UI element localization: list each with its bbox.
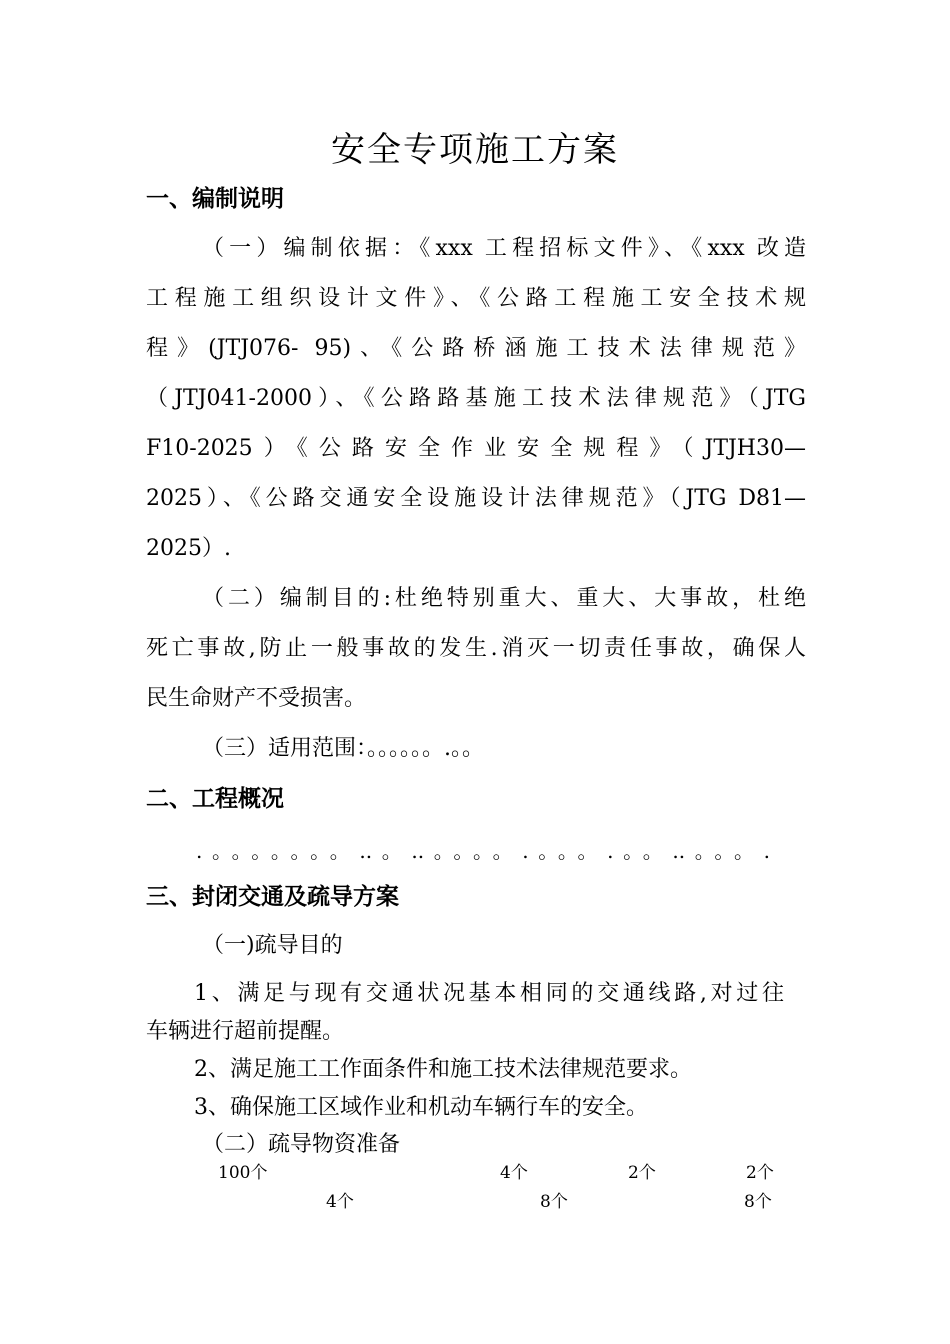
quantity-cell: 4个	[500, 1163, 528, 1183]
document-title: 安全专项施工方案	[331, 130, 619, 170]
purpose-line-2: 死亡事故,防止一般事故的发生.消灭一切责任事故，确保人	[146, 636, 806, 661]
section-heading-2: 二、工程概况	[146, 786, 284, 812]
subheading-purpose: （一)疏导目的	[202, 933, 343, 958]
section-heading-3: 三、封闭交通及疏导方案	[146, 884, 399, 910]
subheading-materials: （二）疏导物资准备	[202, 1132, 401, 1157]
quantity-cell: 4个	[326, 1192, 354, 1212]
item-1-line-1: 1、满足与现有交通状况基本相同的交通线路,对过往	[194, 981, 784, 1006]
item-1-line-2: 车辆进行超前提醒。	[146, 1019, 345, 1044]
scope-line: （三）适用范围：。。。。。。.。。	[202, 736, 484, 761]
quantity-cell: 2个	[628, 1163, 656, 1183]
quantity-cell: 2个	[746, 1163, 774, 1183]
basis-line-4: （JTJ041-2000）、《公路路基施工技术法律规范》（JTG	[146, 386, 806, 411]
basis-line-1: （一）编制依据：《xxx 工程招标文件》、《xxx 改造	[202, 236, 806, 261]
item-2: 2、满足施工工作面条件和施工技术法律规范要求。	[194, 1057, 692, 1082]
quantity-cell: 8个	[744, 1192, 772, 1212]
basis-line-5: F10-2025）《公路安全作业安全规程》（JTJH30—	[146, 436, 806, 461]
purpose-line-3: 民生命财产不受损害。	[146, 686, 367, 711]
project-overview-content: .。。。。。。。..。..。。。。.。。。.。。..。。。.	[196, 839, 770, 863]
quantity-cell: 100个	[218, 1163, 268, 1183]
item-3: 3、确保施工区域作业和机动车辆行车的安全。	[194, 1095, 648, 1120]
basis-line-7: 2025）.	[146, 536, 231, 561]
purpose-line-1: （二）编制目的:杜绝特别重大、重大、大事故，杜绝	[202, 586, 806, 611]
basis-line-3: 程》(JTJ076- 95)、《公路桥涵施工技术法律规范》	[146, 336, 806, 361]
basis-line-2: 工程施工组织设计文件》、《公路工程施工安全技术规	[146, 286, 806, 311]
quantity-cell: 8个	[540, 1192, 568, 1212]
section-heading-1: 一、编制说明	[146, 186, 284, 212]
basis-line-6: 2025）、《公路交通安全设施设计法律规范》（JTG D81—	[146, 486, 806, 511]
